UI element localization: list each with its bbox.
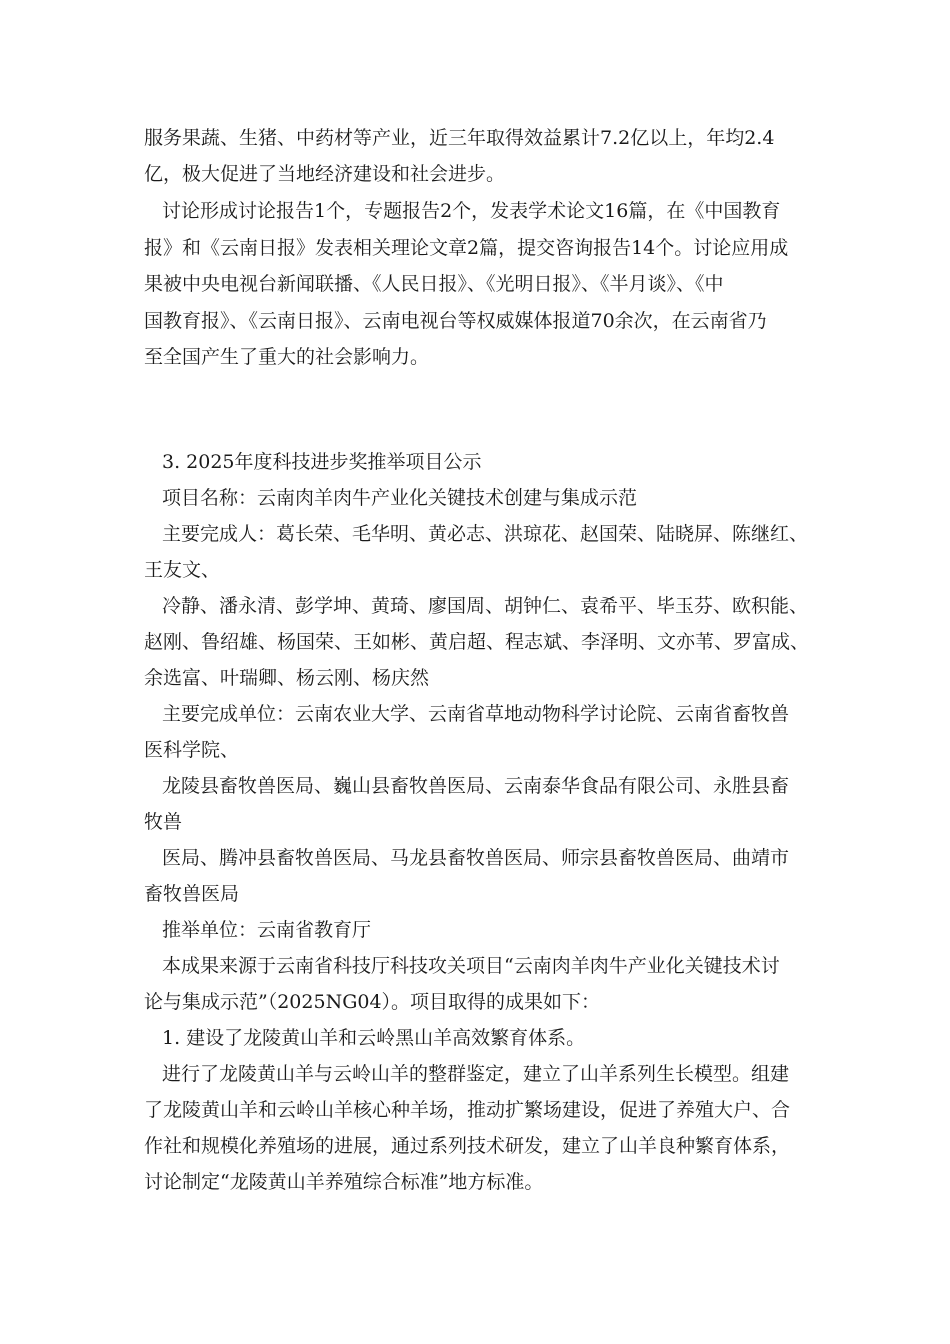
text-line: 1. 建设了龙陵黄山羊和云岭黑山羊高效繁育体系。 xyxy=(162,1027,586,1049)
text-line: 医科学院、 xyxy=(144,739,240,761)
text-line: 本成果来源于云南省科技厅科技攻关项目“云南肉羊肉牛产业化关键技术讨 xyxy=(162,955,780,977)
text-line: 余选富、叶瑞卿、杨云刚、杨庆然 xyxy=(144,667,430,689)
text-line: 论与集成示范”（2025NG04）。项目取得的成果如下： xyxy=(144,991,601,1013)
text-line: 服务果蔬、生猪、中药材等产业，近三年取得效益累计7.2亿以上，年均2.4 xyxy=(144,127,775,149)
text-line: 进行了龙陵黄山羊与云岭山羊的整群鉴定，建立了山羊系列生长模型。组建 xyxy=(162,1063,790,1085)
text-line: 医局、腾冲县畜牧兽医局、马龙县畜牧兽医局、师宗县畜牧兽医局、曲靖市 xyxy=(162,847,790,869)
text-line: 主要完成人：葛长荣、毛华明、黄必志、洪琼花、赵国荣、陆晓屏、陈继红、 xyxy=(162,523,809,545)
text-line: 赵刚、鲁绍雄、杨国荣、王如彬、黄启超、程志斌、李泽明、文亦苇、罗富成、 xyxy=(144,631,810,653)
section-heading: 3. 2025年度科技进步奖推举项目公示 xyxy=(162,451,482,473)
text-line: 畜牧兽医局 xyxy=(144,883,240,905)
text-line: 至全国产生了重大的社会影响力。 xyxy=(144,346,430,368)
text-line: 讨论形成讨论报告1个，专题报告2个，发表学术论文16篇，在《中国教育 xyxy=(162,200,781,222)
text-line: 讨论制定“龙陵黄山羊养殖综合标准”地方标准。 xyxy=(144,1171,544,1193)
text-line: 龙陵县畜牧兽医局、巍山县畜牧兽医局、云南泰华食品有限公司、永胜县畜 xyxy=(162,775,790,797)
text-line: 主要完成单位：云南农业大学、云南省草地动物科学讨论院、云南省畜牧兽 xyxy=(162,703,790,725)
text-line: 牧兽 xyxy=(144,811,183,833)
text-line: 亿，极大促进了当地经济建设和社会进步。 xyxy=(144,163,506,185)
text-line: 冷静、潘永清、彭学坤、黄琦、廖国周、胡钟仁、袁希平、毕玉芬、欧积能、 xyxy=(162,595,809,617)
text-line: 报》和《云南日报》发表相关理论文章2篇，提交咨询报告14个。讨论应用成 xyxy=(144,237,789,259)
text-line: 果被中央电视台新闻联播、《人民日报》、《光明日报》、《半月谈》、《中 xyxy=(144,273,724,295)
text-line: 项目名称：云南肉羊肉牛产业化关键技术创建与集成示范 xyxy=(162,487,638,509)
text-line: 推举单位：云南省教育厅 xyxy=(162,919,372,941)
text-line: 王友文、 xyxy=(144,559,221,581)
text-line: 国教育报》、《云南日报》、云南电视台等权威媒体报道70余次，在云南省乃 xyxy=(144,310,767,332)
text-line: 作社和规模化养殖场的进展，通过系列技术研发，建立了山羊良种繁育体系， xyxy=(144,1135,791,1157)
text-line: 了龙陵黄山羊和云岭山羊核心种羊场，推动扩繁场建设，促进了养殖大户、合 xyxy=(144,1099,791,1121)
